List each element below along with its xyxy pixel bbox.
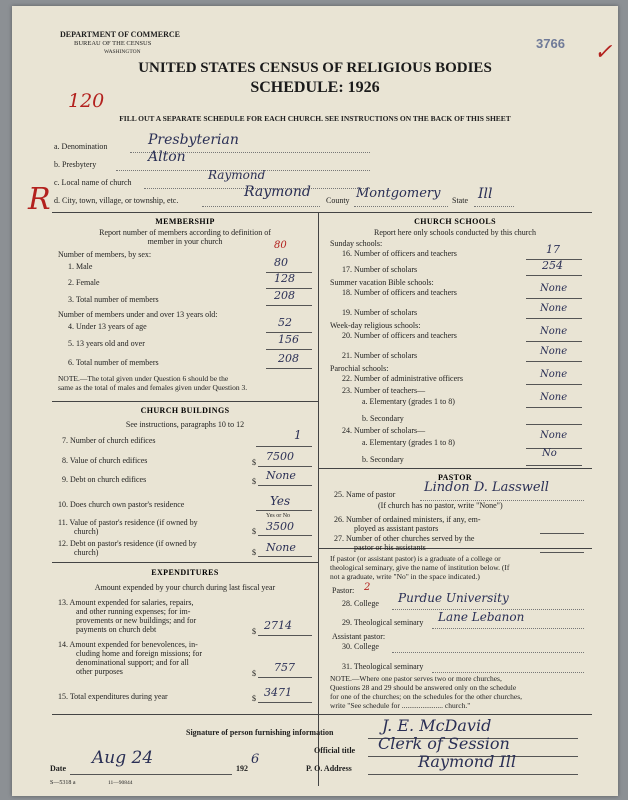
q14-dollar: $ (252, 669, 256, 678)
city-town-label: d. City, town, village, or township, etc. (54, 196, 179, 205)
q26-label-1: 26. Number of ordained ministers, if any, em- (334, 515, 481, 524)
q16-label: 16. Number of officers and teachers (342, 249, 457, 258)
denomination-value: Presbyterian (148, 132, 239, 148)
q21-value: None (540, 346, 568, 357)
q4-value: 52 (278, 316, 292, 329)
official-title-value: Clerk of Session (378, 734, 510, 753)
pastor-note-4: write "See schedule for ...................... church." (330, 701, 471, 710)
q9-value: None (266, 469, 296, 482)
po-address-value: Raymond Ill (418, 752, 516, 771)
q22-label: 22. Number of administrative officers (342, 374, 463, 383)
q30-label: 30. College (342, 642, 379, 651)
graduate-note-1: If pastor (or assistant pastor) is a graduate of a college or (330, 554, 501, 563)
sunday-schools-label: Sunday schools: (330, 239, 383, 248)
church-schools-heading: CHURCH SCHOOLS (414, 217, 496, 226)
date-label: Date (50, 764, 66, 773)
q6-value: 208 (278, 352, 299, 365)
q14-value: 757 (274, 661, 295, 674)
form-title: UNITED STATES CENSUS OF RELIGIOUS BODIES (138, 60, 492, 76)
q2-value: 128 (274, 272, 295, 285)
buildings-heading: CHURCH BUILDINGS (140, 406, 230, 415)
q23b-label: b. Secondary (362, 414, 404, 423)
q17-label: 17. Number of scholars (342, 265, 418, 274)
local-name-label: c. Local name of church (54, 178, 132, 187)
q7-label: 7. Number of church edifices (62, 436, 156, 445)
state-value: Ill (478, 186, 493, 202)
pastor-red-mark: 2 (364, 582, 371, 593)
age-heading: Number of members under and over 13 years old: (58, 310, 218, 319)
red-number: 120 (68, 90, 105, 112)
q9-dollar: $ (252, 477, 256, 486)
q25-hint: (If church has no pastor, write "None") (378, 501, 503, 510)
q29-label: 29. Theological seminary (342, 618, 424, 627)
city-label: WASHINGTON (104, 49, 141, 55)
expenditures-subheading: Amount expended by your church during last fiscal year (94, 583, 276, 592)
membership-intro-2: member in your church (147, 237, 223, 246)
q19-label: 19. Number of scholars (342, 308, 418, 317)
q3-value: 208 (274, 289, 295, 302)
presbytery-value: Alton (148, 149, 186, 165)
q14-label-4: other purposes (76, 667, 123, 676)
q7-value: 1 (294, 428, 302, 442)
q19-value: None (540, 303, 568, 314)
form-code: S—5318 a (50, 780, 76, 786)
q11-label-1: 11. Value of pastor's residence (if owned by (58, 518, 198, 527)
weekday-schools-label: Week-day religious schools: (330, 321, 421, 330)
presbytery-label: b. Presbytery (54, 160, 97, 169)
official-title-label: Official title (314, 746, 356, 755)
buildings-subheading: See instructions, paragraphs 10 to 12 (125, 420, 245, 429)
q27-label-1: 27. Number of other churches served by the (334, 534, 475, 543)
q13-value: 2714 (264, 619, 292, 632)
q14-label-1: 14. Amount expended for benevolences, in- (58, 640, 198, 649)
city-town-value: Raymond (244, 184, 311, 200)
q10-value: Yes (270, 494, 291, 508)
q12-dollar: $ (252, 548, 256, 557)
q6-label: 6. Total number of members (68, 358, 159, 367)
q20-label: 20. Number of officers and teachers (342, 331, 457, 340)
q1-value: 80 (274, 256, 288, 269)
q13-label-1: 13. Amount expended for salaries, repairs, (58, 598, 194, 607)
schedule-title: SCHEDULE: 1926 (250, 79, 380, 96)
q12-label-1: 12. Debt on pastor's residence (if owned by (58, 539, 197, 548)
department-label: DEPARTMENT OF COMMERCE (60, 30, 181, 39)
q5-value: 156 (278, 333, 299, 346)
q12-label-2: church) (74, 548, 99, 557)
graduate-note-2: theological seminary, give the name of institution below. (If (330, 563, 510, 572)
q26-label-2: ployed as assistant pastors (354, 524, 439, 533)
state-label: State (452, 196, 468, 205)
signature-value: J. E. McDavid (382, 716, 492, 735)
q9-label: 9. Debt on church edifices (62, 475, 147, 484)
q5-label: 5. 13 years old and over (68, 339, 145, 348)
pastor-note-1: NOTE.—Where one pastor serves two or more churches, (330, 674, 502, 683)
q8-value: 7500 (266, 450, 294, 463)
q17-value: 254 (542, 259, 563, 272)
pastor-note-2: Questions 28 and 29 should be answered only on the schedule (330, 683, 517, 692)
q25-value: Lindon D. Lasswell (424, 480, 549, 495)
q11-value: 3500 (266, 520, 294, 533)
q13-label-4: payments on church debt (76, 625, 157, 634)
q31-label: 31. Theological seminary (342, 662, 424, 671)
q21-label: 21. Number of scholars (342, 351, 418, 360)
q1-label: 1. Male (68, 262, 93, 271)
year-prefix: 192 (236, 764, 248, 773)
summer-schools-label: Summer vacation Bible schools: (330, 278, 434, 287)
expenditures-heading: EXPENDITURES (151, 568, 219, 577)
q24a-value: None (540, 430, 568, 441)
q16-value: 17 (546, 243, 560, 256)
graduate-note-3: not a graduate, write "No" in the space indicated.) (330, 572, 480, 581)
membership-heading: MEMBERSHIP (155, 217, 215, 226)
q13-label-3: provements or new buildings; and for (76, 616, 197, 625)
q28-value: Purdue University (398, 591, 509, 605)
separate-schedule-instruction: FILL OUT A SEPARATE SCHEDULE FOR EACH CHURCH. SEE INSTRUCTIONS ON THE BACK OF THIS SHEET (119, 114, 511, 123)
county-label: County (326, 196, 350, 205)
q10-label: 10. Does church own pastor's residence (58, 500, 185, 509)
q23-label: 23. Number of teachers— (342, 386, 426, 395)
po-address-label: P. O. Address (306, 764, 352, 773)
red-check-mark: ✓ (594, 40, 613, 65)
membership-intro-1: Report number of members according to definition of (99, 228, 271, 237)
q15-value: 3471 (264, 686, 292, 699)
q15-label: 15. Total expenditures during year (58, 692, 168, 701)
red-r-mark: R (28, 182, 51, 217)
county-value: Montgomery (356, 186, 441, 201)
q4-label: 4. Under 13 years of age (68, 322, 147, 331)
q13-label-2: and other running expenses; for im- (76, 607, 191, 616)
denomination-label: a. Denomination (54, 142, 108, 151)
by-sex-label: Number of members, by sex: (58, 250, 152, 259)
q24b-value: No (542, 448, 557, 459)
pastor-heading: PASTOR (437, 473, 473, 482)
membership-note-2: same as the total of males and females given under Question 3. (58, 383, 248, 392)
q25-label: 25. Name of pastor (334, 490, 396, 499)
q12-value: None (266, 541, 296, 554)
q14-label-3: denominational support; and for all (76, 658, 189, 667)
male-red-annotation: 80 (274, 240, 287, 251)
q8-dollar: $ (252, 458, 256, 467)
census-schedule-sheet (12, 6, 618, 796)
q24-label: 24. Number of scholars— (342, 426, 426, 435)
q11-label-2: church) (74, 527, 99, 536)
stamp-number: 3766 (536, 36, 565, 51)
print-code: 11—90844 (108, 780, 133, 786)
date-value: Aug 24 (92, 748, 154, 768)
church-schools-intro: Report here only schools conducted by this church (374, 228, 536, 237)
year-suffix: 6 (251, 752, 260, 767)
q14-label-2: cluding home and foreign missions; for (76, 649, 202, 658)
q28-label: 28. College (342, 599, 379, 608)
assistant-pastor-label: Assistant pastor: (332, 632, 386, 641)
q20-value: None (540, 326, 568, 337)
q2-label: 2. Female (68, 278, 100, 287)
q23a-value: None (540, 392, 568, 403)
signature-label: Signature of person furnishing information (186, 728, 334, 737)
q23a-label: a. Elementary (grades 1 to 8) (362, 397, 455, 406)
q10-hint: Yes or No (266, 513, 291, 519)
q3-label: 3. Total number of members (68, 295, 159, 304)
q27-label-2: pastor or his assistants (354, 543, 426, 552)
q24b-label: b. Secondary (362, 455, 404, 464)
q24a-label: a. Elementary (grades 1 to 8) (362, 438, 455, 447)
bureau-label: BUREAU OF THE CENSUS (74, 40, 152, 47)
q8-label: 8. Value of church edifices (62, 456, 148, 465)
q11-dollar: $ (252, 527, 256, 536)
pastor-subheading: Pastor: (332, 586, 355, 595)
q13-dollar: $ (252, 627, 256, 636)
membership-note-1: NOTE.—The total given under Question 6 should be the (58, 374, 229, 383)
pastor-note-3: for one of the churches; on the schedules for the other churches, (330, 692, 523, 701)
parochial-schools-label: Parochial schools: (330, 364, 389, 373)
q18-label: 18. Number of officers and teachers (342, 288, 457, 297)
q18-value: None (540, 283, 568, 294)
q29-value: Lane Lebanon (438, 610, 525, 624)
q15-dollar: $ (252, 694, 256, 703)
local-name-value: Raymond (208, 168, 266, 182)
q22-value: None (540, 369, 568, 380)
